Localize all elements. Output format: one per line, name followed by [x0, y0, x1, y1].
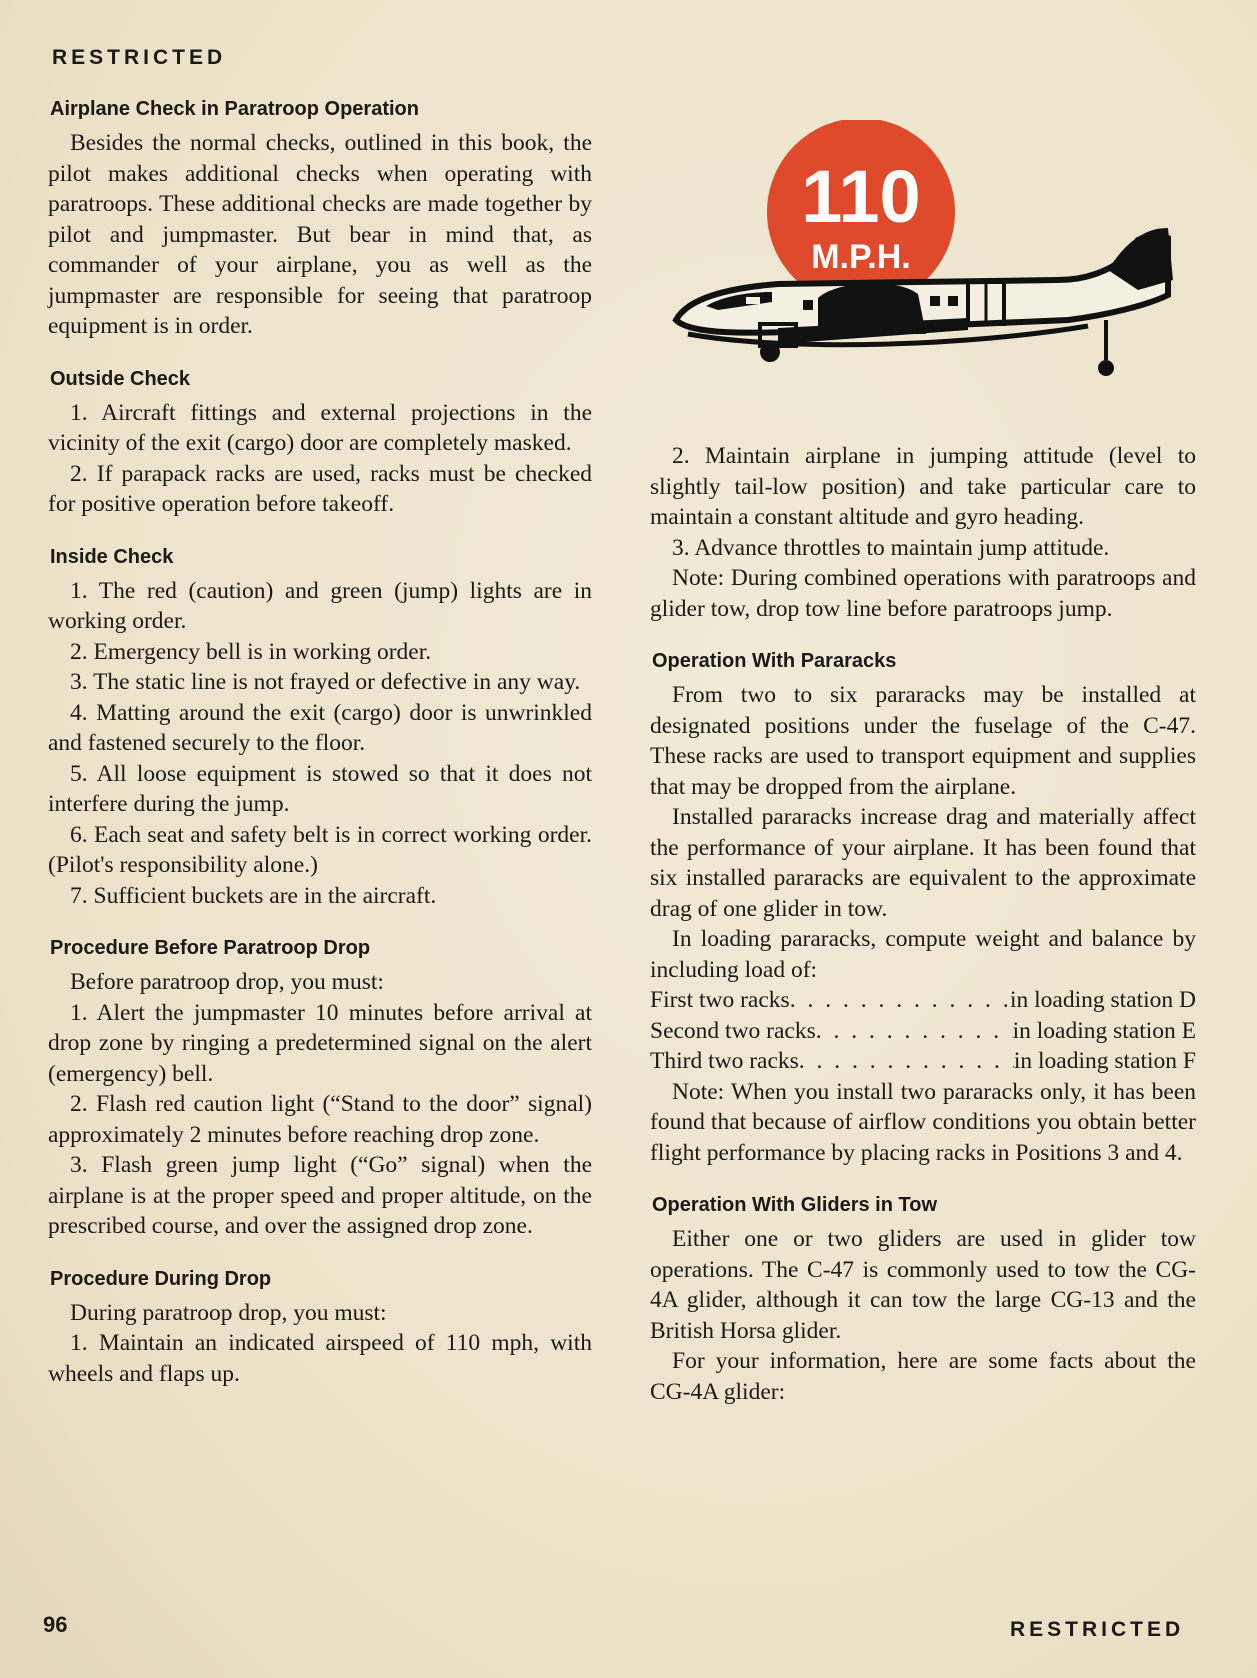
- restricted-header: RESTRICTED: [52, 46, 227, 69]
- paragraph: 2. Maintain airplane in jumping attitude (level to slightly tail-low position) and take particular care to maintain a constant altitude and gyro heading.: [650, 443, 1196, 530]
- left-column: [48, 96, 592, 1389]
- section-heading: Operation With Pararacks: [652, 650, 897, 672]
- paragraph: 1. Alert the jumpmaster 10 minutes before arrival at drop zone by ringing a predetermined signal on the alert (emergency) bell.: [48, 999, 592, 1087]
- loading-row: Third two racks . . . in loading station F: [650, 1046, 1196, 1077]
- paragraph: Note: When you install two pararacks only, it has been found that because of airflow conditions you obtain better flight performance by placing racks in Positions 3 and 4.: [650, 1078, 1196, 1166]
- paragraph: 3. Advance throttles to maintain jump attitude.: [672, 534, 1110, 561]
- loading-row: Second two racks . . . in loading station E: [650, 1016, 1196, 1047]
- page-number: 96: [43, 1612, 68, 1637]
- paragraph: 2. Flash red caution light (“Stand to the door” signal) approximately 2 minutes before reaching drop zone.: [48, 1091, 592, 1148]
- section-heading: Airplane Check in Paratroop Operation: [50, 98, 419, 120]
- speed-badge: [767, 120, 955, 306]
- paragraph: From two to six pararacks may be installed at designated positions under the fuselage of the C-47. These racks are used to transport equipment and supplies that may be dropped from the airplane.: [650, 682, 1196, 800]
- paragraph: 4. Matting around the exit (cargo) door is unwrinkled and fastened securely to the floor.: [48, 699, 592, 756]
- loading-row: First two racks . . . in loading station D: [650, 985, 1196, 1016]
- speed-unit: M.P.H.: [811, 238, 911, 276]
- paragraph: Either one or two gliders are used in glider tow operations. The C-47 is commonly used to tow the CG-4A glider, although it can tow the large CG-13 and the British Horsa glider.: [650, 1226, 1196, 1344]
- paragraph: 5. All loose equipment is stowed so that it does not interfere during the jump.: [48, 760, 592, 817]
- section-heading: Inside Check: [50, 545, 174, 568]
- paragraph: Installed pararacks increase drag and materially affect the performance of your airplane. It has been found that six installed pararacks are equivalent to the approximate drag of one glider in tow.: [650, 804, 1196, 922]
- paragraph: Before paratroop drop, you must:: [70, 969, 384, 995]
- paragraph: 1. Aircraft fittings and external projections in the vicinity of the exit (cargo) door are completely masked.: [48, 399, 592, 456]
- section-heading: Operation With Gliders in Tow: [652, 1194, 938, 1216]
- paragraph: 2. Emergency bell is in working order.: [70, 638, 432, 665]
- section-heading: Outside Check: [50, 367, 191, 390]
- paragraph: During paratroop drop, you must:: [70, 1299, 387, 1326]
- paragraph: 3. Flash green jump light (“Go” signal) when the airplane is at the proper speed and proper altitude, on the prescribed course, and over the assigned drop zone.: [48, 1152, 592, 1239]
- paragraph: 2. If parapack racks are used, racks must be checked for positive operation before takeoff.: [48, 460, 592, 517]
- paragraph: 1. The red (caution) and green (jump) lights are in working order.: [48, 577, 592, 634]
- c47-speed-illustration: [668, 120, 1188, 390]
- right-column: [650, 441, 1196, 1407]
- paragraph: 3. The static line is not frayed or defective in any way.: [70, 669, 581, 695]
- section-heading: Procedure During Drop: [50, 1267, 272, 1290]
- restricted-footer: RESTRICTED: [1010, 1618, 1185, 1641]
- paragraph: Besides the normal checks, outlined in this book, the pilot makes additional checks when operating with paratroops. These additional checks are made together by pilot and jumpmaster. But bear in mind that, as commander of your airplane, you as well as the jumpmaster are responsible for seeing that paratroop equipment is in order.: [48, 130, 592, 339]
- paragraph: Note: During combined operations with paratroops and glider tow, drop tow line before paratroops jump.: [650, 565, 1196, 622]
- paragraph: 7. Sufficient buckets are in the aircraft.: [70, 882, 437, 909]
- paragraph: In loading pararacks, compute weight and balance by including load of:: [650, 926, 1196, 983]
- paragraph: 1. Maintain an indicated airspeed of 110 mph, with wheels and flaps up.: [48, 1330, 592, 1387]
- speed-value: 110: [801, 155, 921, 238]
- section-heading: Procedure Before Paratroop Drop: [50, 937, 371, 959]
- paragraph: 6. Each seat and safety belt is in correct working order. (Pilot's responsibility alone.): [48, 821, 592, 878]
- paragraph: For your information, here are some facts about the CG-4A glider:: [650, 1348, 1196, 1405]
